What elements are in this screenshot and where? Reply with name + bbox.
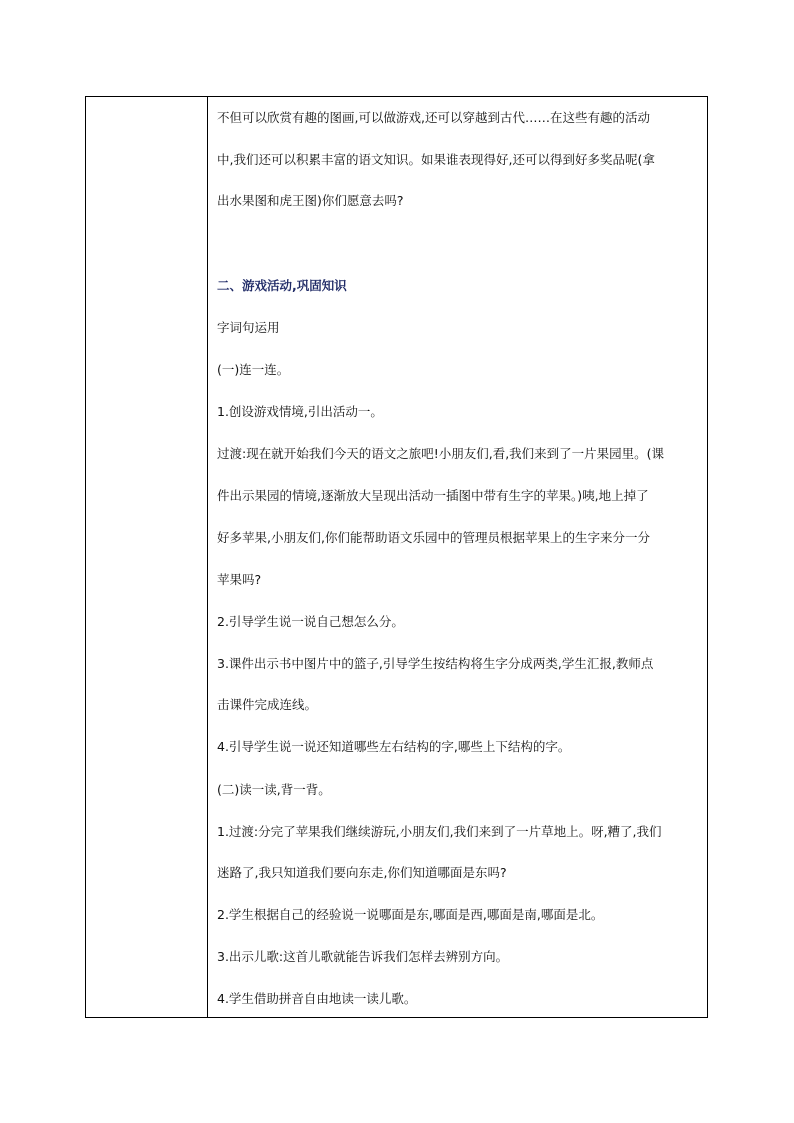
section-heading: 二、游戏活动,巩固知识 bbox=[217, 278, 347, 293]
paragraph-line: 出水果图和虎王图)你们愿意去吗? bbox=[217, 193, 404, 208]
activity-title: (二)读一读,背一背。 bbox=[217, 782, 331, 797]
step-line: 1.过渡:分完了苹果我们继续游玩,小朋友们,我们来到了一片草地上。呀,糟了,我们 bbox=[217, 824, 662, 839]
lesson-plan-table bbox=[85, 96, 708, 1018]
column-divider bbox=[207, 97, 208, 1017]
step-line: 3.课件出示书中图片中的篮子,引导学生按结构将生字分成两类,学生汇报,教师点 bbox=[217, 656, 654, 671]
step-line: 2.学生根据自己的经验说一说哪面是东,哪面是西,哪面是南,哪面是北。 bbox=[217, 907, 604, 922]
paragraph-line: 件出示果园的情境,逐渐放大呈现出活动一插图中带有生字的苹果。)咦,地上掉了 bbox=[217, 488, 649, 503]
paragraph-line: 苹果吗? bbox=[217, 572, 262, 587]
paragraph-line: 过渡:现在就开始我们今天的语文之旅吧!小朋友们,看,我们来到了一片果园里。(课 bbox=[217, 446, 665, 461]
paragraph-line: 击课件完成连线。 bbox=[217, 697, 318, 712]
paragraph-line: 迷路了,我只知道我们要向东走,你们知道哪面是东吗? bbox=[217, 865, 507, 880]
paragraph-line: 不但可以欣赏有趣的图画,可以做游戏,还可以穿越到古代……在这些有趣的活动 bbox=[217, 110, 650, 125]
step-line: 4.学生借助拼音自由地读一读儿歌。 bbox=[217, 991, 417, 1006]
step-line: 3.出示儿歌:这首儿歌就能告诉我们怎样去辨别方向。 bbox=[217, 949, 509, 964]
paragraph-line: 中,我们还可以积累丰富的语文知识。如果谁表现得好,还可以得到好多奖品呢(拿 bbox=[217, 152, 655, 167]
activity-title: (一)连一连。 bbox=[217, 362, 290, 377]
step-line: 4.引导学生说一说还知道哪些左右结构的字,哪些上下结构的字。 bbox=[217, 739, 571, 754]
subsection-label: 字词句运用 bbox=[217, 320, 280, 335]
step-line: 2.引导学生说一说自己想怎么分。 bbox=[217, 614, 404, 629]
step-line: 1.创设游戏情境,引出活动一。 bbox=[217, 404, 383, 419]
paragraph-line: 好多苹果,小朋友们,你们能帮助语文乐园中的管理员根据苹果上的生字来分一分 bbox=[217, 530, 650, 545]
